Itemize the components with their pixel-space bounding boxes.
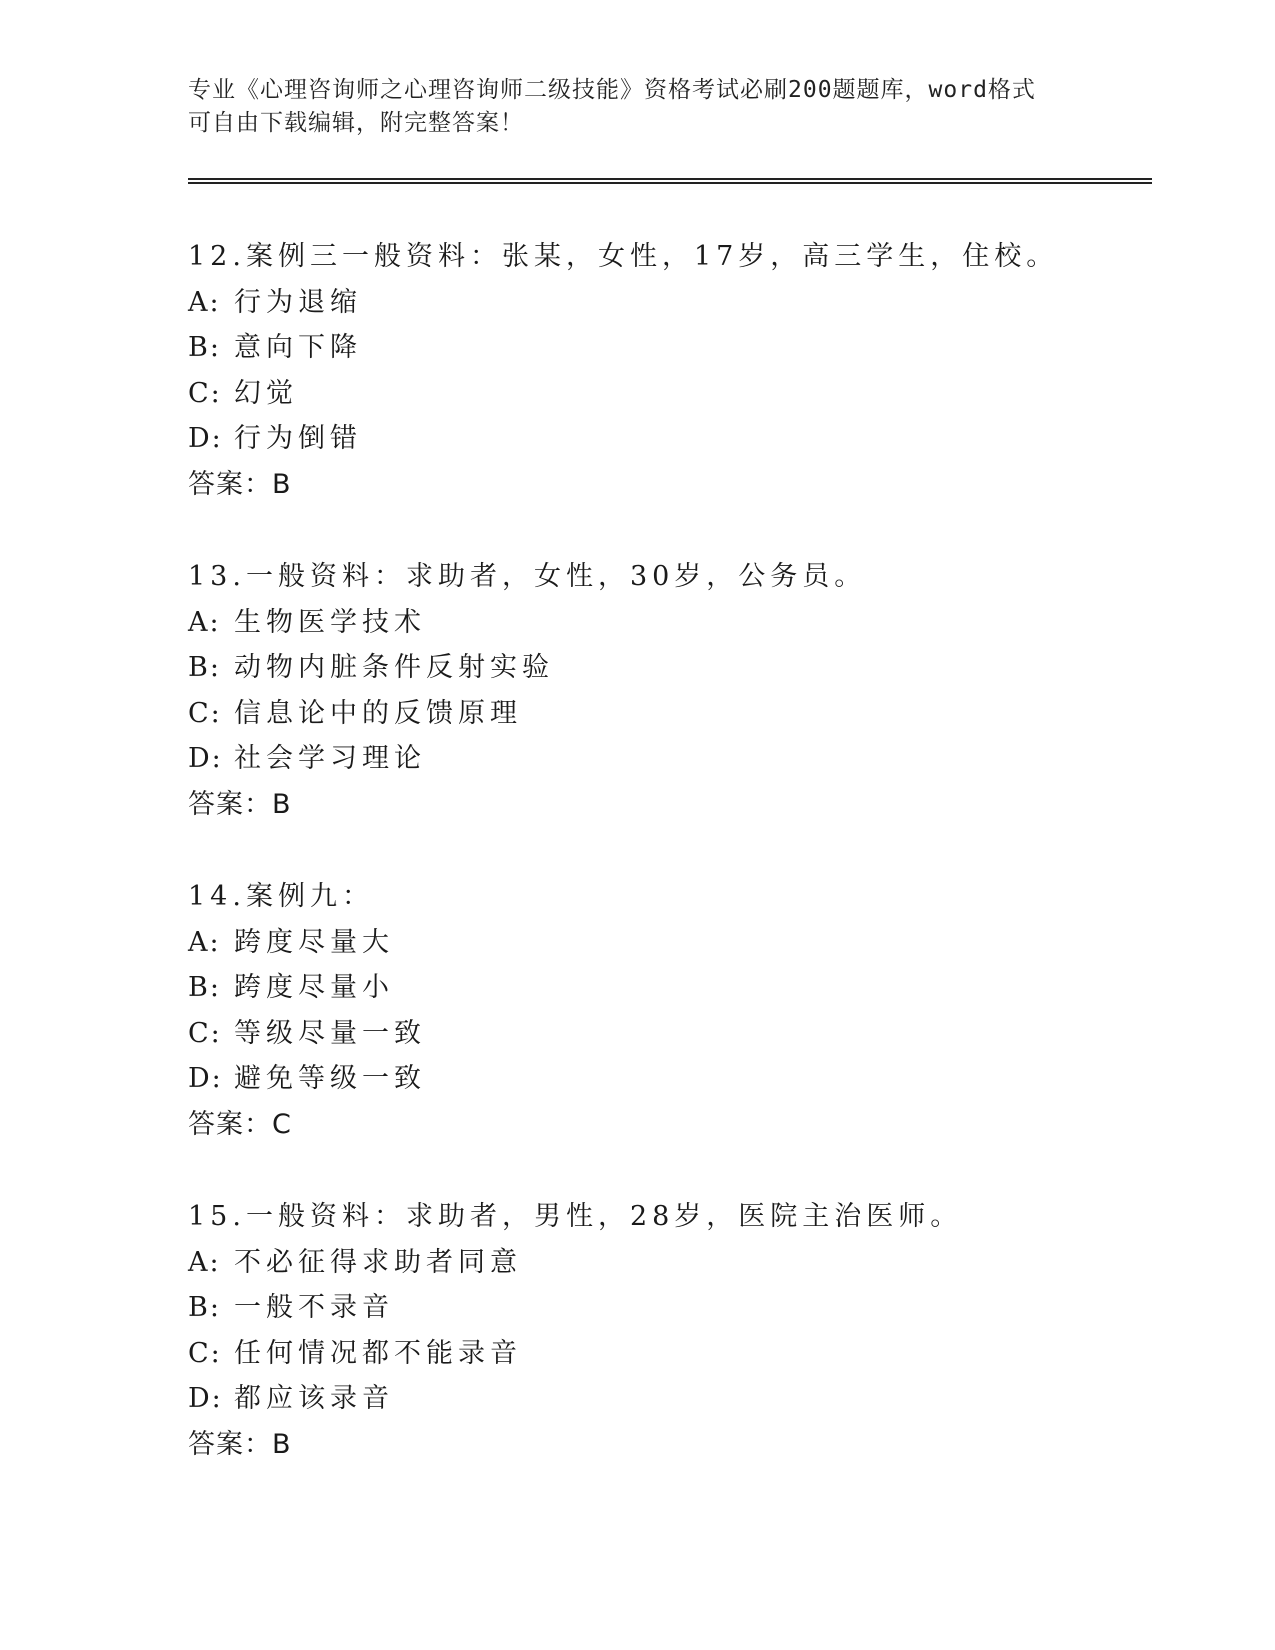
option-letter: D: — [188, 1063, 223, 1094]
question-stem: 14.案例九： — [188, 881, 374, 912]
option-c — [188, 691, 1148, 737]
option-b — [188, 1285, 1148, 1331]
option-text: 都应该录音 — [234, 1383, 394, 1414]
option-text: 社会学习理论 — [234, 743, 426, 774]
option-text: 跨度尽量小 — [234, 972, 394, 1003]
option-letter: B: — [188, 1292, 221, 1323]
question-stem: 13.一般资料：求助者，女性，30岁，公务员。 — [188, 561, 867, 592]
option-text: 行为倒错 — [234, 423, 362, 454]
option-c — [188, 371, 1148, 417]
option-text: 信息论中的反馈原理 — [234, 697, 522, 729]
option-letter: B: — [188, 332, 221, 363]
option-letter: B: — [188, 972, 221, 1003]
option-d — [188, 1376, 1148, 1422]
option-d — [188, 416, 1148, 462]
option-d — [188, 736, 1148, 782]
option-a — [188, 920, 1148, 966]
option-text: 行为退缩 — [234, 286, 362, 318]
option-c — [188, 1011, 1148, 1057]
option-text: 避免等级一致 — [234, 1063, 426, 1094]
question-item — [188, 874, 1148, 1147]
option-letter: C: — [188, 377, 222, 409]
option-letter: C: — [188, 697, 222, 729]
question-stem: 12.案例三一般资料：张某，女性，17岁，高三学生，住校。 — [188, 241, 1059, 272]
option-letter: B: — [188, 652, 221, 683]
option-text: 等级尽量一致 — [234, 1017, 426, 1049]
question-item — [188, 234, 1148, 507]
option-b — [188, 645, 1148, 691]
option-letter: D: — [188, 743, 223, 774]
answer-line: 答案：B — [188, 1428, 292, 1460]
option-letter: A: — [188, 926, 221, 958]
option-c — [188, 1331, 1148, 1377]
question-item — [188, 554, 1148, 827]
option-text: 意向下降 — [234, 332, 362, 363]
header-line-1: 专业《心理咨询师之心理咨询师二级技能》资格考试必刷200题题库，word格式 — [188, 77, 1036, 103]
option-letter: D: — [188, 1383, 223, 1414]
option-text: 生物医学技术 — [234, 606, 426, 638]
header-line-2: 可自由下载编辑，附完整答案！ — [188, 110, 524, 136]
option-text: 幻觉 — [234, 377, 298, 409]
option-b — [188, 965, 1148, 1011]
option-text: 跨度尽量大 — [234, 926, 394, 958]
option-d — [188, 1056, 1148, 1102]
header-divider-bottom — [188, 182, 1152, 184]
option-a — [188, 1240, 1148, 1286]
question-list — [188, 234, 1148, 1514]
option-letter: A: — [188, 286, 221, 318]
option-letter: C: — [188, 1017, 222, 1049]
question-stem: 15.一般资料：求助者，男性，28岁，医院主治医师。 — [188, 1201, 963, 1232]
answer-line: 答案：C — [188, 1108, 292, 1140]
option-letter: A: — [188, 1246, 221, 1278]
option-text: 动物内脏条件反射实验 — [234, 652, 554, 683]
option-b — [188, 325, 1148, 371]
question-item — [188, 1194, 1148, 1467]
answer-line: 答案：B — [188, 788, 292, 820]
option-text: 任何情况都不能录音 — [234, 1337, 522, 1369]
option-letter: D: — [188, 423, 223, 454]
option-text: 不必征得求助者同意 — [234, 1246, 522, 1278]
option-a — [188, 600, 1148, 646]
option-letter: A: — [188, 606, 221, 638]
answer-line: 答案：B — [188, 468, 292, 500]
option-text: 一般不录音 — [234, 1292, 394, 1323]
document-header — [188, 74, 1088, 140]
option-a — [188, 280, 1148, 326]
option-letter: C: — [188, 1337, 222, 1369]
header-divider-top — [188, 178, 1152, 180]
